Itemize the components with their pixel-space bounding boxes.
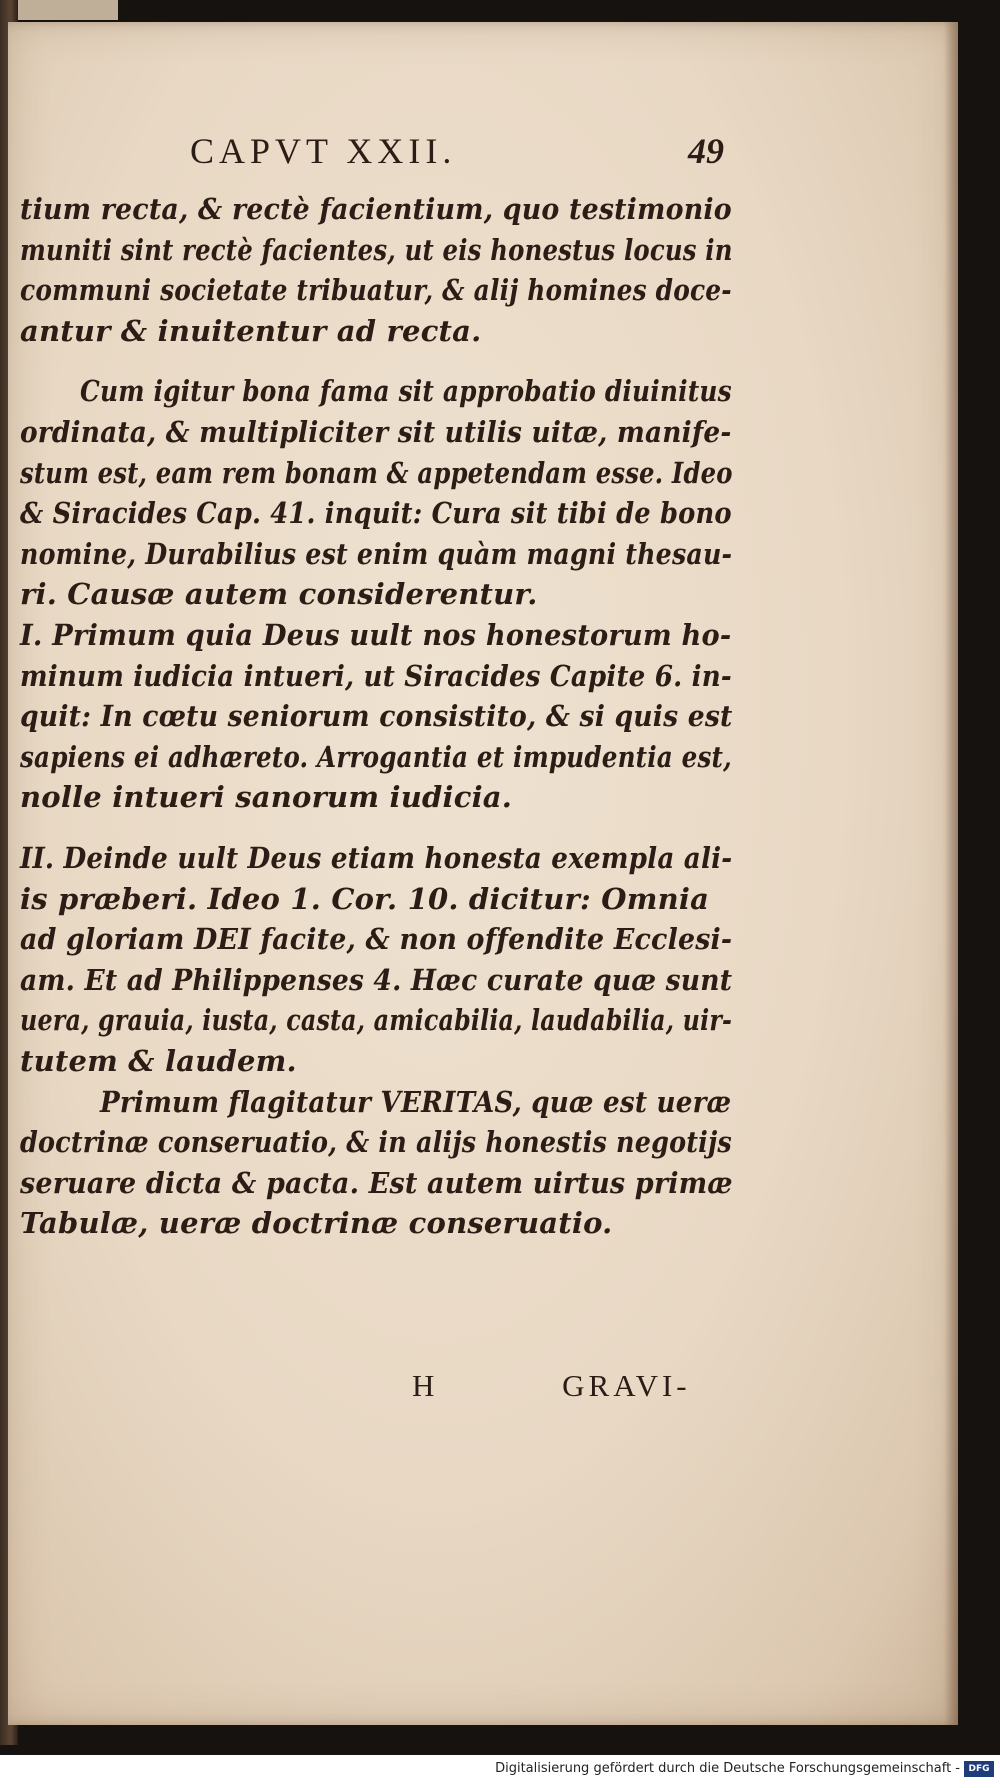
text-line: ri. Causæ autem considerentur. (20, 577, 538, 612)
text-line: antur & inuitentur ad recta. (20, 313, 482, 348)
text-line: quit: In cœtu seniorum consistito, & si quis est (20, 699, 733, 734)
text-line: seruare dicta & pacta. Est autem uirtus primæ (20, 1165, 733, 1200)
text-line: minum iudicia intueri, ut Siracides Capite 6. in- (20, 658, 732, 693)
text-line: sapiens ei adhæreto. Arrogantia et impudentia est, (20, 739, 732, 774)
text-line: & Siracides Cap. 41. inquit: Cura sit tibi de bono (20, 496, 732, 531)
footer-credit: Digitalisierung gefördert durch die Deutsche Forschungsgemeinschaft - (495, 1761, 960, 1776)
running-head: CAPVT XXII. (190, 131, 457, 171)
text-line: ordinata, & multipliciter sit utilis uitæ, manife- (20, 415, 732, 449)
text-line: stum est, eam rem bonam & appetendam esse. Ideo (20, 455, 733, 490)
text-line: II. Deinde uult Deus etiam honesta exempla ali- (20, 841, 733, 875)
digitization-footer (0, 1755, 1000, 1788)
book-page (8, 22, 958, 1725)
text-line: nolle intueri sanorum iudicia. (20, 780, 513, 815)
text-line: I. Primum quia Deus uult nos honestorum ho- (20, 618, 732, 652)
signature-mark: H (412, 1368, 435, 1403)
text-line: Primum flagitatur VERITAS, quæ est ueræ (100, 1084, 732, 1119)
text-line: Cum igitur bona fama sit approbatio diuinitus (80, 374, 732, 409)
text-line: is præberi. Ideo 1. Cor. 10. dicitur: Omnia (20, 881, 710, 916)
text-line: muniti sint rectè facientes, ut eis honestus locus in (20, 232, 733, 267)
dfg-logo-icon: DFG (964, 1761, 994, 1777)
catchword-line (412, 1368, 691, 1404)
text-line: tium recta, & rectè facientium, quo testimonio (20, 192, 732, 226)
text-line: am. Et ad Philippenses 4. Hæc curate quæ sunt (20, 962, 733, 997)
text-line: ad gloriam DEI facite, & non offendite Ecclesi- (20, 922, 733, 957)
catchword: GRAVI- (562, 1368, 691, 1403)
text-line: uera, grauia, iusta, casta, amicabilia, laudabilia, uir- (20, 1003, 733, 1038)
text-line: communi societate tribuatur, & alij homines doce- (20, 273, 732, 308)
page-number: 49 (688, 131, 724, 171)
text-line: doctrinæ conseruatio, & in alijs honestis negotijs (20, 1125, 732, 1160)
text-line: Tabulæ, ueræ doctrinæ conseruatio. (20, 1206, 613, 1241)
text-line: tutem & laudem. (20, 1044, 297, 1078)
page-right-edge-shadow (944, 22, 958, 1725)
text-line: nomine, Durabilius est enim quàm magni thesau- (20, 536, 733, 571)
